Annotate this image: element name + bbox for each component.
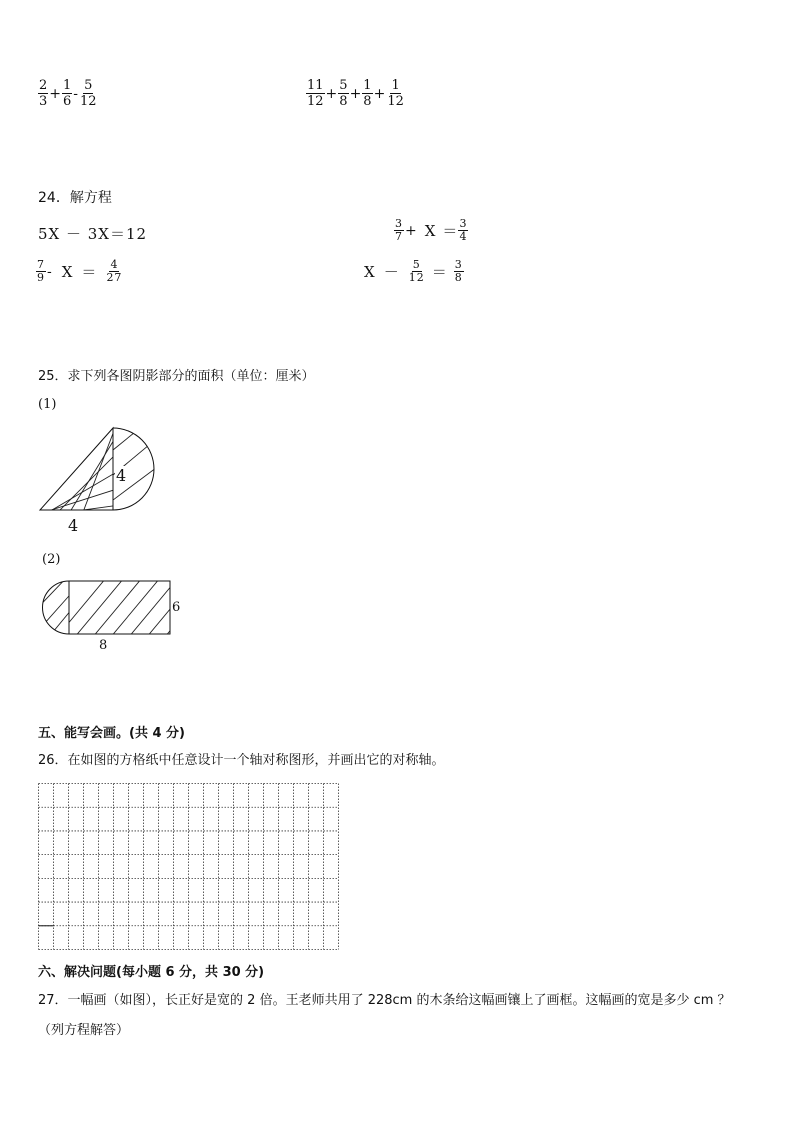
- figure-1-bottom-label: 4: [68, 516, 79, 535]
- q24-title: 24．解方程: [38, 190, 112, 206]
- fraction: $\frac{1}{12}$: [387, 78, 404, 109]
- q24-equation-4: X － $\frac{5}{12}$ ＝ $\frac{3}{8}$: [364, 258, 463, 284]
- fraction: $\frac{5}{8}$: [339, 78, 348, 109]
- fraction: $\frac{1}{6}$: [63, 78, 72, 109]
- figure-1-diagram: [30, 420, 180, 540]
- operator: +: [373, 85, 386, 102]
- q26-title: 26．在如图的方格纸中任意设计一个轴对称图形，并画出它的对称轴。: [38, 753, 445, 768]
- q24-equation-3: $\frac{7}{9}$ - X ＝ $\frac{4}{27}$: [37, 258, 123, 284]
- q25-title: 25．求下列各图阴影部分的面积（单位：厘米）: [38, 369, 315, 384]
- operator: +: [349, 85, 362, 102]
- q24-equation-1: 5X － 3X＝12: [38, 225, 148, 243]
- figure-2-width-label: 8: [99, 638, 108, 653]
- grid-paper[interactable]: [38, 783, 339, 950]
- figure-1-side-label: 4: [116, 466, 127, 485]
- triangle-outline: [40, 428, 113, 510]
- fraction: $\frac{2}{3}$: [39, 78, 48, 109]
- fraction: $\frac{11}{12}$: [307, 78, 324, 109]
- operator: +: [49, 85, 62, 102]
- q27-line-1: 27．一幅画（如图），长正好是宽的 2 倍。王老师共用了 228cm 的木条给这幅画镶上了画框。这幅画的宽是多少 cm ？: [38, 993, 731, 1008]
- rect-hatch: [56, 578, 186, 638]
- section-6-title: 六、解决问题(每小题 6 分，共 30 分): [38, 965, 265, 980]
- figure-2-diagram: [36, 578, 186, 640]
- operator: +: [325, 85, 338, 102]
- figure-2-label: (2): [42, 552, 61, 567]
- figure-1-label: (1): [38, 397, 57, 412]
- q24-equation-2: $\frac{3}{7}$ + X ＝ $\frac{3}{4}$: [395, 217, 468, 243]
- section-5-title: 五、能写会画。(共 4 分): [38, 726, 185, 741]
- expression-left: [38, 78, 98, 109]
- q27-line-2: （列方程解答）: [38, 1023, 130, 1038]
- expression-right: [306, 78, 405, 109]
- fraction: $\frac{1}{8}$: [363, 78, 372, 109]
- figure-2-height-label: 6: [172, 600, 181, 615]
- operator: -: [73, 85, 79, 102]
- fraction: $\frac{5}{12}$: [80, 78, 97, 109]
